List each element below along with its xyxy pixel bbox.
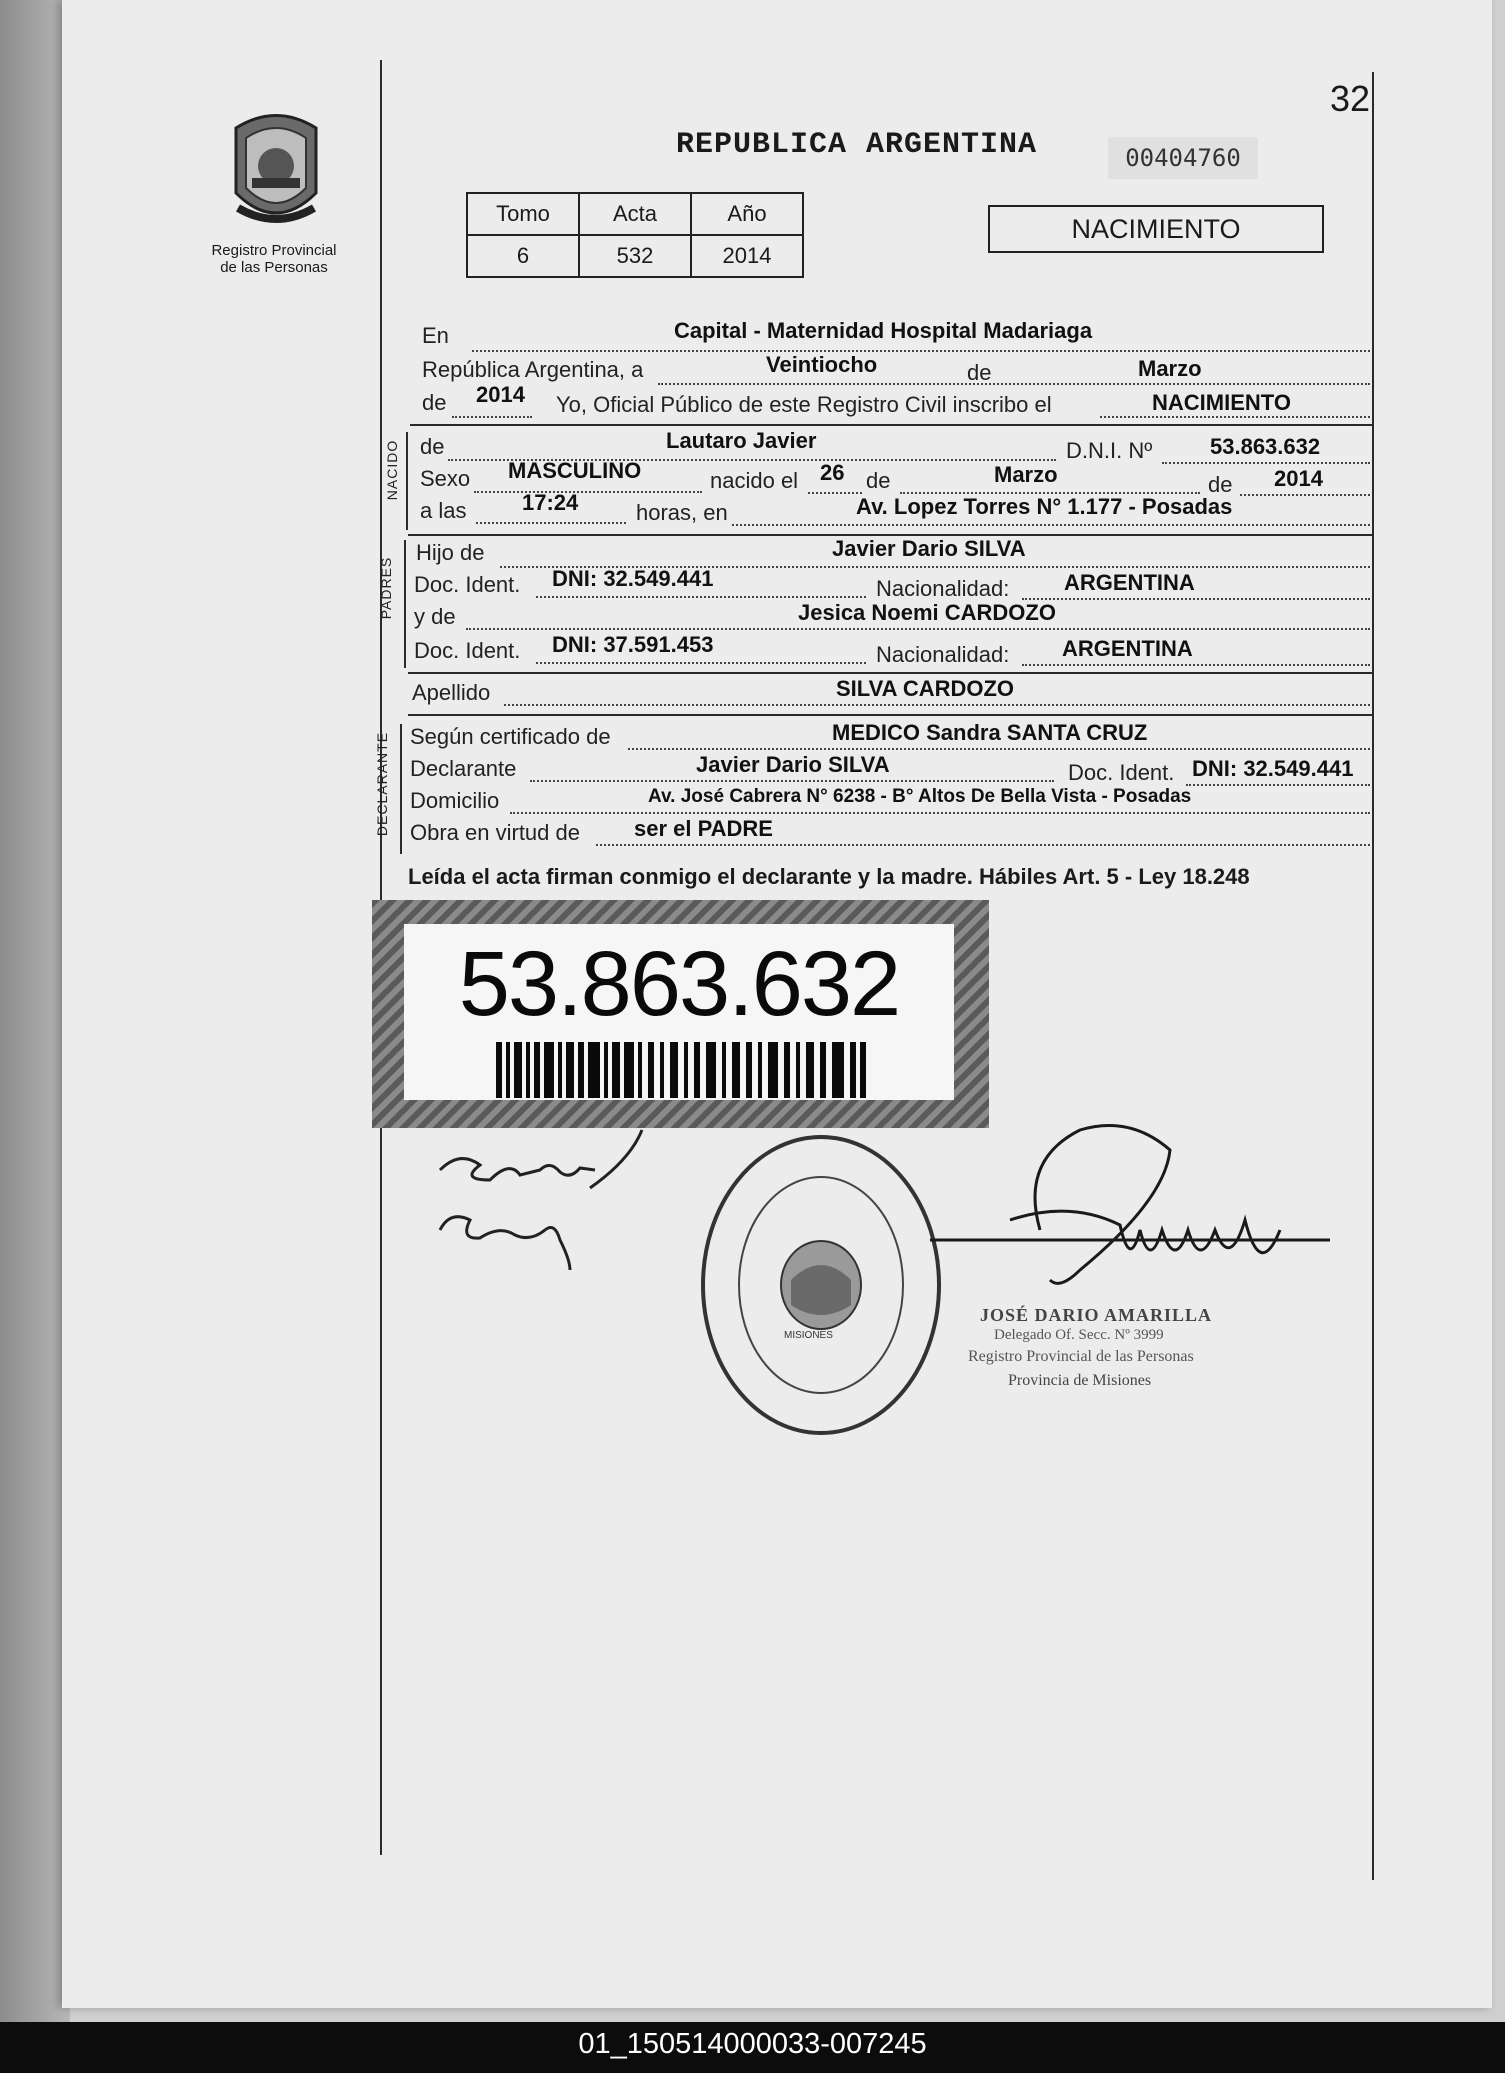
year-value: 2014 (476, 382, 525, 407)
mother-nationality-value: ARGENTINA (1062, 636, 1193, 661)
domicilio-value: Av. José Cabrera N° 6238 - B° Altos De Bella Vista - Posadas (648, 786, 1192, 807)
dotted-line (1022, 598, 1370, 600)
official-stamp-seal (696, 1130, 946, 1440)
segun-certificado-label: Según certificado de (410, 724, 611, 749)
dotted-line (628, 748, 1370, 750)
birth-address-value: Av. Lopez Torres N° 1.177 - Posadas (856, 494, 1233, 519)
declarante-section-label: DECLARANTE (374, 731, 390, 837)
registry-line-2: de las Personas (220, 259, 328, 276)
stamp-center-text: MISIONES (784, 1330, 833, 1341)
place-value: Capital - Maternidad Hospital Madariaga (674, 318, 1093, 343)
dotted-line (1240, 494, 1370, 496)
misiones-coat-of-arms-logo (216, 108, 336, 238)
mother-doc-value: DNI: 37.591.453 (552, 632, 714, 657)
barcode-icon (496, 1042, 866, 1098)
doc-ident-label: Doc. Ident. (1068, 760, 1175, 785)
padres-section-label: PADRES (378, 556, 394, 620)
apellido-value: SILVA CARDOZO (836, 676, 1015, 701)
doc-ident-label: Doc. Ident. (414, 572, 521, 597)
de-label: de (967, 360, 992, 385)
a-las-label: a las (420, 498, 467, 523)
declarant-signature (420, 1110, 660, 1290)
official-role: Delegado Of. Secc. Nº 3999 (994, 1327, 1164, 1343)
section-bracket (400, 724, 402, 854)
official-province: Provincia de Misiones (1008, 1372, 1152, 1389)
dotted-line (1186, 784, 1370, 786)
nacido-el-label: nacido el (710, 468, 799, 493)
act-word-value: NACIMIENTO (1152, 390, 1291, 415)
right-margin-line (1372, 72, 1374, 1880)
dotted-line (536, 662, 866, 664)
dotted-line (452, 416, 532, 418)
mother-name-value: Jesica Noemi CARDOZO (798, 600, 1056, 625)
horas-en-label: horas, en (636, 500, 728, 525)
registry-line-1: Registro Provincial (211, 242, 337, 259)
dotted-line (474, 491, 702, 493)
dotted-line (1022, 664, 1370, 666)
serial-number: 00404760 (1108, 137, 1258, 179)
official-signature (930, 1120, 1350, 1320)
record-table-header-row (467, 193, 803, 235)
apellido-label: Apellido (412, 680, 491, 705)
father-doc-value: DNI: 32.549.441 (552, 566, 714, 591)
father-name-value: Javier Dario SILVA (832, 536, 1026, 561)
child-dni-value: 53.863.632 (1210, 434, 1321, 459)
dni-sticker-label (404, 924, 954, 1100)
act-type-box: NACIMIENTO (988, 205, 1324, 253)
dotted-line (530, 780, 1054, 782)
republic-label: República Argentina, a (422, 357, 644, 382)
header-acta: Acta (579, 193, 691, 235)
doc-ident-label: Doc. Ident. (414, 638, 521, 663)
dotted-line (808, 492, 862, 494)
declarant-name-value: Javier Dario SILVA (696, 752, 890, 777)
section-bracket (406, 432, 408, 530)
document-id-footer: 01_150514000033-007245 (578, 2028, 927, 2060)
scan-edge (0, 0, 70, 2022)
dotted-line (466, 628, 1370, 630)
dni-sticker (372, 900, 989, 1128)
obra-value: ser el PADRE (634, 816, 773, 841)
record-table (466, 192, 804, 278)
country-title: REPUBLICA ARGENTINA (676, 128, 1038, 162)
dotted-line (472, 350, 1370, 352)
de-label: de (866, 468, 891, 493)
dotted-line (510, 812, 1370, 814)
y-de-label: y de (414, 604, 456, 629)
nacionalidad-label: Nacionalidad: (876, 576, 1010, 601)
nacido-de-label: de (420, 434, 445, 459)
de2-label: de (422, 390, 447, 415)
domicilio-label: Domicilio (410, 788, 500, 813)
month-value: Marzo (1138, 356, 1202, 381)
nacido-section-label: NACIDO (384, 439, 400, 501)
dni-label: D.N.I. Nº (1066, 438, 1153, 463)
obra-label: Obra en virtud de (410, 820, 580, 845)
father-nationality-value: ARGENTINA (1064, 570, 1195, 595)
value-acta: 532 (579, 235, 691, 277)
dotted-line (658, 383, 1370, 385)
section-divider (408, 672, 1372, 674)
birth-year-value: 2014 (1274, 466, 1323, 491)
sticker-dni-number: 53.863.632 (458, 933, 900, 1035)
registry-caption (196, 242, 352, 276)
section-divider (410, 424, 1372, 426)
dotted-line (596, 844, 1370, 846)
official-org: Registro Provincial de las Personas (968, 1348, 1194, 1365)
header-tomo: Tomo (467, 193, 579, 235)
dotted-line (476, 522, 626, 524)
section-divider (408, 714, 1372, 716)
officer-text: Yo, Oficial Público de este Registro Civil inscribo el (556, 392, 1052, 417)
en-label: En (422, 323, 449, 348)
day-value: Veintiocho (766, 352, 878, 377)
dotted-line (1162, 462, 1370, 464)
dotted-line (732, 524, 1370, 526)
hijo-de-label: Hijo de (416, 540, 485, 565)
dotted-line (1100, 416, 1370, 418)
child-name-value: Lautaro Javier (666, 428, 817, 453)
certificate-value: MEDICO Sandra SANTA CRUZ (832, 720, 1148, 745)
header-anio: Año (691, 193, 803, 235)
birth-day-value: 26 (820, 460, 845, 485)
birth-month-value: Marzo (994, 462, 1058, 487)
closing-note: Leída el acta firman conmigo el declarante y la madre. Hábiles Art. 5 - Ley 18.248 (408, 864, 1250, 889)
page-number: 32 (1330, 78, 1371, 119)
dotted-line (536, 596, 866, 598)
sexo-value: MASCULINO (508, 458, 642, 483)
official-name: JOSÉ DARIO AMARILLA (980, 1305, 1213, 1325)
dotted-line (504, 704, 1370, 706)
value-anio: 2014 (691, 235, 803, 277)
time-value: 17:24 (522, 490, 579, 515)
declarant-doc-value: DNI: 32.549.441 (1192, 756, 1354, 781)
declarante-label: Declarante (410, 756, 517, 781)
nacionalidad-label: Nacionalidad: (876, 642, 1010, 667)
de-label: de (1208, 472, 1233, 497)
value-tomo: 6 (467, 235, 579, 277)
record-table-value-row (467, 235, 803, 277)
sexo-label: Sexo (420, 466, 471, 491)
section-bracket (404, 540, 406, 668)
